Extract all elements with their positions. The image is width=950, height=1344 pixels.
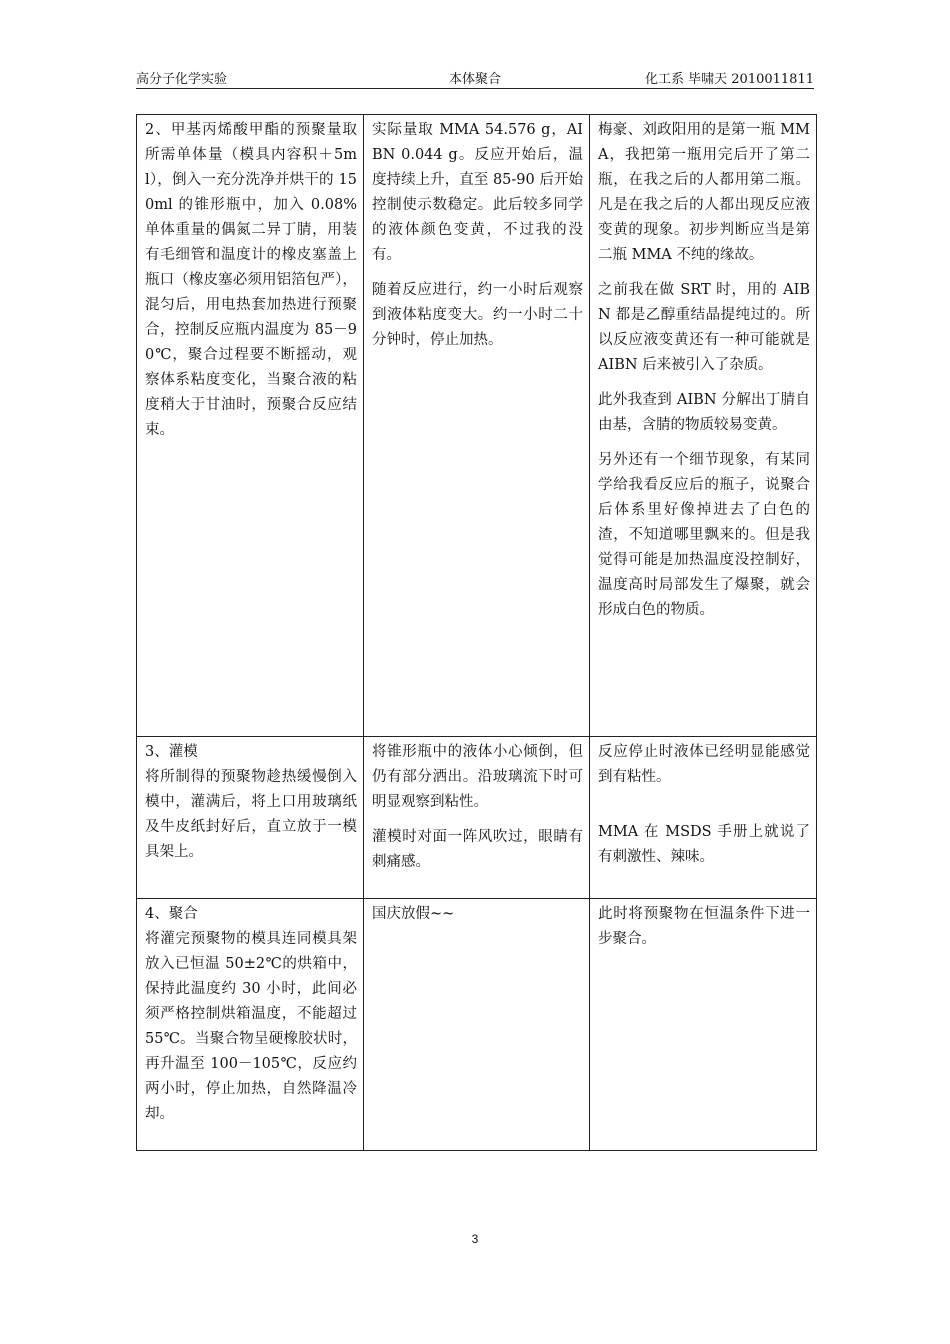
header-course: 高分子化学实验: [136, 72, 228, 87]
analysis-text: 此外我查到 AIBN 分解出丁腈自由基，含腈的物质较易变黄。: [598, 392, 810, 433]
header-title: 本体聚合: [448, 72, 501, 87]
analysis-text: 反应停止时液体已经明显能感觉到有粘性。: [598, 744, 810, 785]
analysis-cell: [590, 115, 817, 737]
analysis-text: 之前我在做 SRT 时，用的 AIBN 都是乙醇重结晶提纯过的。所以反应液变黄还有一种可能就是 AIBN 后来被引入了杂质。: [598, 282, 810, 373]
step-cell: [137, 737, 364, 899]
step-text: 将灌完预聚物的模具连同模具架放入已恒温 50±2℃的烘箱中，保持此温度约 30 小时，此间必须严格控制烘箱温度，不能超过 55℃。当聚合物呈硬橡胶状时，再升温至 100－105℃，反应约两小时，停止加热，自然降温冷却。: [145, 931, 357, 1122]
table-row: [137, 115, 817, 737]
analysis-text: 此时将预聚物在恒温条件下进一步聚合。: [598, 906, 810, 947]
page-number: 3: [471, 1232, 479, 1246]
table-row: [137, 737, 817, 899]
analysis-text: MMA 在 MSDS 手册上就说了有刺激性、辣味。: [598, 824, 810, 865]
analysis-cell: [590, 899, 817, 1151]
header-rule: [136, 88, 814, 89]
step-text: 2、甲基丙烯酸甲酯的预聚量取所需单体量（模具内容积＋5ml），倒入一充分洗净并烘干的 150ml 的锥形瓶中，加入 0.08%单体重量的偶氮二异丁腈，用装有毛细管和温度计的橡皮塞盖上瓶口（橡皮塞必须用铝箔包严），混匀后，用电热套加热进行预聚合，控制反应瓶内温度为 85－90℃，聚合过程要不断摇动，观察体系粘度变化，当聚合液的粘度稍大于甘油时，预聚合反应结束。: [145, 122, 357, 438]
observation-text: 实际量取 MMA 54.576 g，AIBN 0.044 g。反应开始后，温度持续上升，直至 85-90 后开始控制使示数稳定。此后较多同学的液体颜色变黄，不过我的没有。: [372, 122, 583, 263]
table-row: [137, 899, 817, 1151]
observation-text: 将锥形瓶中的液体小心倾倒，但仍有部分洒出。沿玻璃流下时可明显观察到粘性。: [372, 744, 583, 810]
step-text: 将所制得的预聚物趁热缓慢倒入模中，灌满后，将上口用玻璃纸及牛皮纸封好后，直立放于一模具架上。: [145, 769, 357, 860]
step-heading: 3、灌模: [145, 744, 198, 760]
page-header: [136, 68, 814, 90]
observation-text: 灌模时对面一阵风吹过，眼睛有刺痛感。: [372, 829, 583, 870]
step-cell: [137, 115, 364, 737]
observation-cell: [364, 899, 590, 1151]
header-author: 化工系 毕啸天 2010011811: [645, 72, 814, 87]
observation-text: 随着反应进行，约一小时后观察到液体粘度变大。约一小时二十分钟时，停止加热。: [372, 282, 583, 348]
experiment-table: [136, 114, 817, 1151]
observation-cell: [364, 115, 590, 737]
step-cell: [137, 899, 364, 1151]
analysis-text: 另外还有一个细节现象，有某同学给我看反应后的瓶子，说聚合后体系里好像掉进去了白色的渣，不知道哪里飘来的。但是我觉得可能是加热温度没控制好，温度高时局部发生了爆聚，就会形成白色的物质。: [598, 452, 810, 618]
observation-cell: [364, 737, 590, 899]
analysis-text: 梅豪、刘政阳用的是第一瓶 MMA，我把第一瓶用完后开了第二瓶，在我之后的人都用第二瓶。凡是在我之后的人都出现反应液变黄的现象。初步判断应当是第二瓶 MMA 不纯的缘故。: [598, 122, 810, 263]
step-heading: 4、聚合: [145, 906, 198, 922]
analysis-cell: [590, 737, 817, 899]
observation-text: 国庆放假~~: [372, 906, 455, 922]
